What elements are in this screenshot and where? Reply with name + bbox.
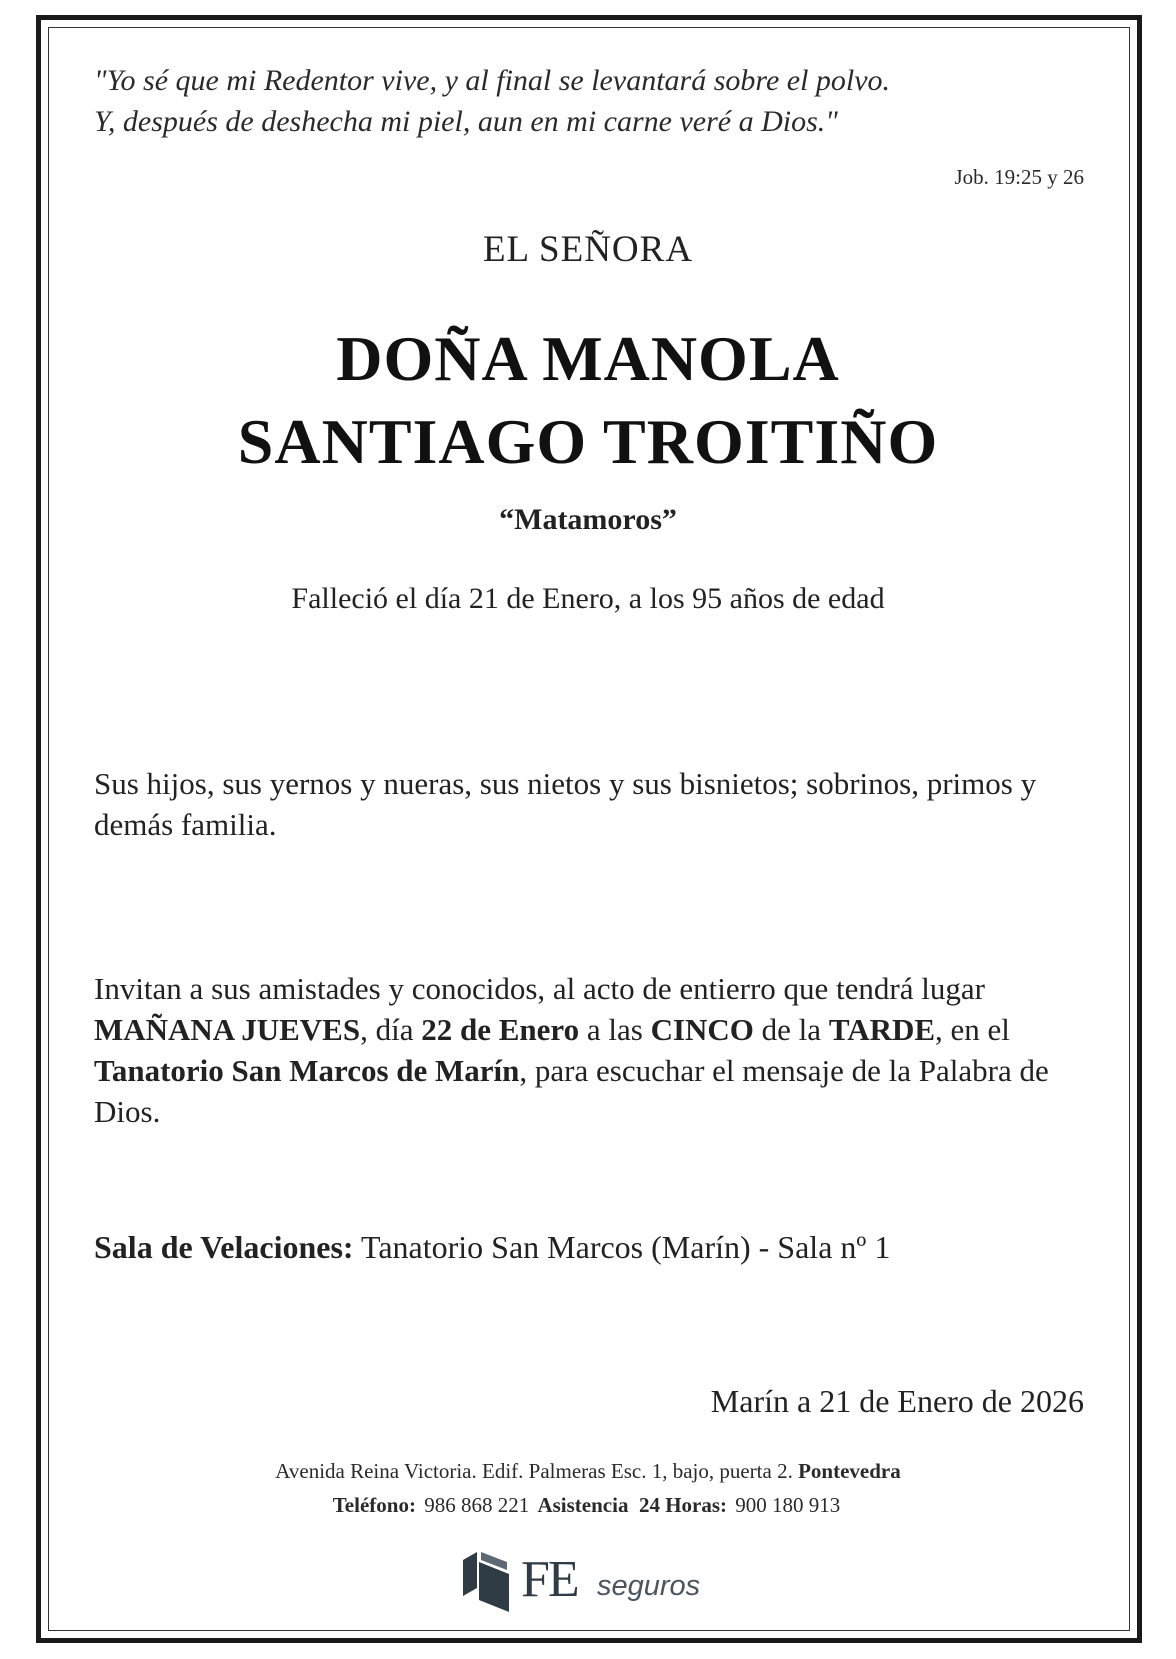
name-line-1: DOÑA MANOLA bbox=[336, 323, 840, 394]
deceased-name bbox=[0, 317, 1176, 483]
invitation-text: a las bbox=[579, 1012, 651, 1047]
death-notice: Falleció el día 21 de Enero, a los 95 años de edad bbox=[291, 582, 885, 615]
invitation-text: , para escuchar el mensaje de la Palabra de Dios. bbox=[94, 1053, 1049, 1129]
invitation-paragraph bbox=[94, 968, 1094, 1132]
invitation-venue: Tanatorio San Marcos de Marín bbox=[94, 1053, 520, 1088]
quote-reference: Job. 19:25 y 26 bbox=[954, 165, 1084, 189]
invitation-text: , en el bbox=[935, 1012, 1010, 1047]
invitation-date: 22 de Enero bbox=[421, 1012, 580, 1047]
invitation-text: de la bbox=[753, 1012, 829, 1047]
wake-room-value: Tanatorio San Marcos (Marín) - Sala nº 1 bbox=[353, 1229, 891, 1265]
invitation-time: CINCO bbox=[650, 1012, 754, 1047]
invitation-day: MAÑANA JUEVES bbox=[94, 1012, 361, 1047]
name-line-2: SANTIAGO TROITIÑO bbox=[237, 406, 939, 477]
assistance-label: Asistencia 24 Horas: bbox=[537, 1493, 728, 1517]
wake-room bbox=[94, 1229, 890, 1266]
footer-phones bbox=[0, 1493, 1176, 1518]
address-city: Pontevedra bbox=[798, 1459, 901, 1483]
logo-tagline: seguros bbox=[597, 1570, 701, 1602]
bible-quote bbox=[94, 60, 1094, 142]
invitation-text: Invitan a sus amistades y conocidos, al acto de entierro que tendrá lugar bbox=[94, 971, 985, 1006]
phone-number: 986 868 221 bbox=[424, 1493, 530, 1517]
address-text: Avenida Reina Victoria. Edif. Palmeras Esc. 1, bajo, puerta 2. bbox=[275, 1459, 799, 1483]
logo-brand: FE bbox=[521, 1551, 578, 1608]
nickname: “Matamoros” bbox=[499, 503, 677, 536]
invitation-time-period: TARDE bbox=[828, 1012, 936, 1047]
honorific-title: EL SEÑORA bbox=[482, 229, 694, 270]
fe-seguros-logo bbox=[463, 1546, 723, 1616]
quote-line-1: "Yo sé que mi Redentor vive, y al final se levantará sobre el polvo. bbox=[94, 64, 891, 97]
wake-room-label: Sala de Velaciones: bbox=[94, 1229, 354, 1265]
phone-label: Teléfono: bbox=[332, 1493, 416, 1517]
fe-seguros-logo-icon bbox=[463, 1552, 509, 1612]
assistance-number: 900 180 913 bbox=[735, 1493, 841, 1517]
footer-address bbox=[0, 1459, 1176, 1484]
invitation-text: , día bbox=[360, 1012, 422, 1047]
quote-line-2: Y, después de deshecha mi piel, aun en mi carne veré a Dios." bbox=[94, 105, 838, 138]
family-paragraph: Sus hijos, sus yernos y nueras, sus nietos y sus bisnietos; sobrinos, primos y demás familia. bbox=[94, 766, 1037, 842]
place-date: Marín a 21 de Enero de 2026 bbox=[710, 1383, 1084, 1419]
